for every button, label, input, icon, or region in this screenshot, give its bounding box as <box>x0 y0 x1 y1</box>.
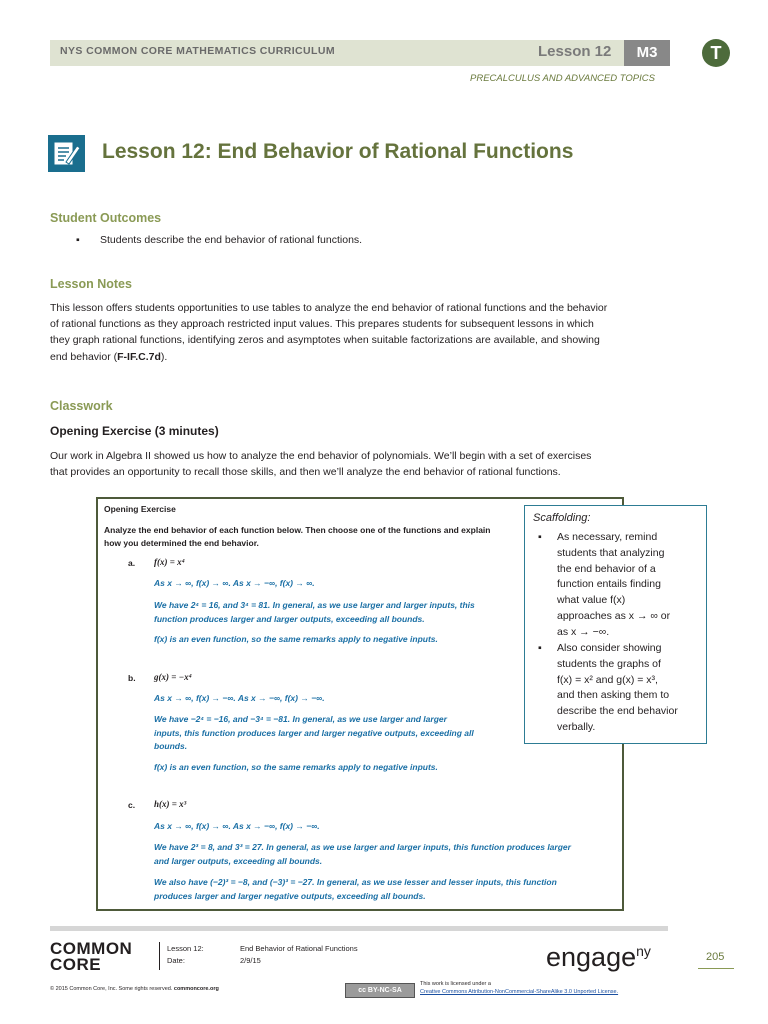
paragraph-line: Our work in Algebra II showed us how to analyze the end behavior of polynomials. We’ll begin with a set of exercises <box>50 450 592 462</box>
page-number-underline <box>698 968 734 969</box>
copyright-line: © 2015 Common Core, Inc. Some rights reserved. commoncore.org <box>50 986 219 992</box>
classwork-intro <box>50 448 710 480</box>
part-a-answer: We have 2⁴ = 16, and 3⁴ = 81. In general, as we use larger and larger inputs, this function produces larger and larger outputs, exceeding all bounds. <box>154 600 475 624</box>
lesson-pencil-icon <box>48 135 85 172</box>
license-text: This work is licensed under a Creative Commons Attribution-NonCommercial-ShareAlike 3.0 Unported License. <box>420 981 619 995</box>
course-name: PRECALCULUS AND ADVANCED TOPICS <box>470 73 655 84</box>
paragraph-line: they graph rational functions, identifying zeros and asymptotes when suitable factorizations are available, and showing <box>50 334 600 347</box>
page-title: Lesson 12: End Behavior of Rational Functions <box>102 140 574 163</box>
engageny-logo: engage$^{ny}$ <box>546 942 651 972</box>
part-a-function: f(x) = x⁴ <box>154 557 185 567</box>
part-b-function: g(x) = −x⁴ <box>154 672 192 682</box>
part-a-answer: f(x) is an even function, so the same remarks apply to negative inputs. <box>154 634 438 644</box>
footer-divider <box>159 942 160 970</box>
bullet-icon: ▪ <box>538 642 542 654</box>
module-label: M3 <box>624 40 670 66</box>
part-c-function: h(x) = x³ <box>154 799 187 809</box>
exercise-instructions: Analyze the end behavior of each function below. Then choose one of the functions and explain how you determined the end behavior. <box>104 525 491 548</box>
footer-date-value: 2/9/15 <box>240 956 261 965</box>
cc-license-badge: cc BY-NC-SA <box>345 983 415 998</box>
part-b-answer: f(x) is an even function, so the same remarks apply to negative inputs. <box>154 762 438 772</box>
part-c-answer: As x → ∞, f(x) → ∞. As x → −∞, f(x) → −∞. <box>154 821 320 831</box>
paragraph-line: This lesson offers students opportunities to use tables to analyze the end behavior of rational functions and the behavior <box>50 302 608 314</box>
lesson-number: Lesson 12 <box>538 43 612 60</box>
paragraph-line: end behavior (F-IF.C.7d). <box>50 350 168 363</box>
part-b-answer: As x → ∞, f(x) → −∞. As x → −∞, f(x) → −∞. <box>154 693 325 703</box>
license-link[interactable]: Creative Commons Attribution-NonCommercial-ShareAlike 3.0 Unported License. <box>420 989 619 995</box>
standard-code: F-IF.C.7d <box>117 350 161 363</box>
scaffolding-item: Also consider showing students the graphs of f(x) = x² and g(x) = x³, and then asking them to describe the end behavior verbally. <box>557 642 678 733</box>
classwork-heading: Classwork <box>50 399 113 413</box>
page-number: 205 <box>706 951 725 963</box>
scaffolding-item: As necessary, remind students that analyzing the end behavior of a function entails finding what value f(x) approaches as x → ∞ or as x → −∞. <box>557 531 671 638</box>
bullet-icon: ▪ <box>538 531 542 543</box>
common-core-logo: COMMON CORE <box>50 939 133 974</box>
lesson-notes-heading: Lesson Notes <box>50 277 132 291</box>
part-b-label: b. <box>128 673 136 683</box>
part-c-answer: We have 2³ = 8, and 3³ = 27. In general, as we use larger and larger inputs, this function produces larger and larger outputs, exceeding all bounds. <box>154 842 571 866</box>
student-outcomes-heading: Student Outcomes <box>50 211 162 225</box>
footer-lesson-value: End Behavior of Rational Functions <box>240 944 358 953</box>
bullet-icon: ▪ <box>76 234 80 246</box>
scaffolding-title: Scaffolding: <box>533 512 591 524</box>
footer-bar <box>50 926 668 931</box>
lesson-notes-paragraph <box>50 300 710 365</box>
part-c-label: c. <box>128 800 136 810</box>
footer-lesson-key: Lesson 12: <box>167 944 204 953</box>
part-b-answer: We have −2⁴ = −16, and −3⁴ = −81. In general, as we use larger and larger inputs, this function produces larger and larger negative outputs, exceeding all bounds. <box>154 714 474 751</box>
footer-date-key: Date: <box>167 956 185 965</box>
part-a-answer: As x → ∞, f(x) → ∞. As x → −∞, f(x) → ∞. <box>154 578 315 588</box>
paragraph-line: that provides an opportunity to recall those skills, and then we’ll analyze the end behavior of rational functions. <box>50 466 561 479</box>
paragraph-line: of rational functions as they approach restricted input values. This prepares students for subsequent lessons in which <box>50 318 594 331</box>
exercise-title: Opening Exercise <box>104 504 176 514</box>
teacher-badge: T <box>702 39 730 67</box>
outcome-item: Students describe the end behavior of rational functions. <box>100 234 363 246</box>
opening-exercise-heading: Opening Exercise (3 minutes) <box>50 424 219 438</box>
curriculum-name: NYS COMMON CORE MATHEMATICS CURRICULUM <box>60 45 335 57</box>
part-a-label: a. <box>128 558 136 568</box>
part-c-answer: We also have (−2)³ = −8, and (−3)³ = −27. In general, as we use lesser and lesser inputs, this function produces larger and larger negative outputs, exceeding all bounds. <box>154 877 557 901</box>
